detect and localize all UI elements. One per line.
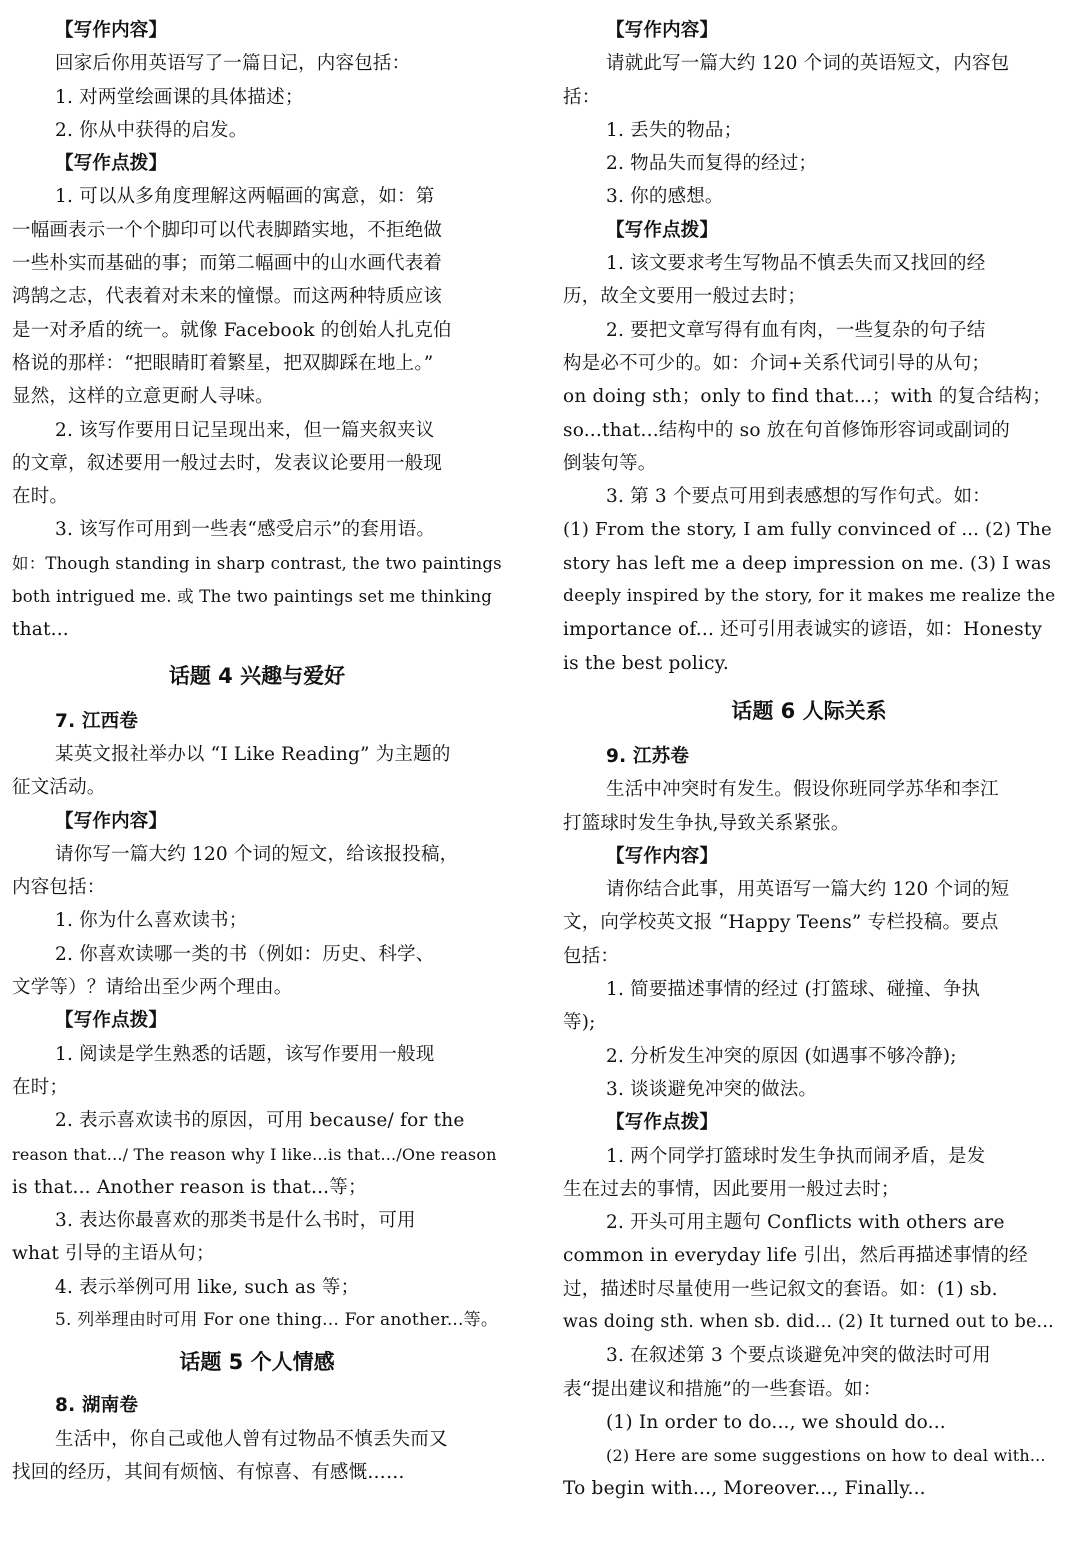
text-line: 请就此写一篇大约 120 个词的英语短文，内容包 xyxy=(606,53,1010,75)
text-line: 构是必不可少的。如：介词+关系代词引导的从句； xyxy=(563,352,991,374)
text-line: (1) In order to do..., we should do... xyxy=(606,1411,946,1433)
section-label: 【写作内容】 xyxy=(606,20,719,41)
text-line: 括： xyxy=(563,86,601,108)
text-line: 等); xyxy=(563,1012,596,1034)
topic-heading: 话题 4 兴趣与爱好 xyxy=(168,663,346,688)
text-line: 历，故全文要用一般过去时； xyxy=(563,286,807,308)
text-line: 在时； xyxy=(12,1076,69,1098)
text-line: 鸿鹄之志，代表着对未来的憧憬。而这两种特质应该 xyxy=(12,286,443,308)
text-line: 3. 表达你最喜欢的那类书是什么书时，可用 xyxy=(55,1210,416,1232)
section-label: 【写作点拨】 xyxy=(55,153,168,175)
text-line: on doing sth；only to find that...；with 的复合结构； xyxy=(563,386,1051,408)
text-line: 征文活动。 xyxy=(12,777,106,799)
text-line: was doing sth. when sb. did... (2) It turned out to be... xyxy=(563,1311,1054,1332)
section-label: 【写作内容】 xyxy=(606,845,719,867)
text-line: 4. 表示举例可用 like, such as 等； xyxy=(55,1276,360,1298)
text-line: 1. 简要描述事情的经过 (打篮球、碰撞、争执 xyxy=(606,979,981,1001)
text-line: 5. 列举理由时可用 For one thing... For another...等。 xyxy=(55,1309,499,1330)
text-line: both intrigued me. 或 The two paintings set me thinking xyxy=(12,587,492,607)
text-line: 找回的经历，其间有烦恼、有惊喜、有感慨…… xyxy=(12,1461,405,1483)
text-line: 2. 你从中获得的启发。 xyxy=(55,119,248,141)
text-line: 1. 阅读是学生熟悉的话题，该写作要用一般现 xyxy=(55,1043,435,1065)
text-line: 3. 第 3 个要点可用到表感想的写作句式。如： xyxy=(606,486,991,508)
text-line: so...that...结构中的 so 放在句首修饰形容词或副词的 xyxy=(563,419,1010,441)
section-label: 【写作点拨】 xyxy=(55,1010,168,1032)
text-line: 2. 分析发生冲突的原因 (如遇事不够冷静); xyxy=(606,1045,957,1067)
text-line: 3. 该写作可用到一些表“感受启示”的套用语。 xyxy=(55,519,436,541)
topic-heading: 话题 5 个人情感 xyxy=(179,1350,335,1375)
section-label: 【写作内容】 xyxy=(55,810,168,832)
text-line: 3. 谈谈避免冲突的做法。 xyxy=(606,1078,818,1100)
text-line: 1. 可以从多角度理解这两幅画的寓意，如：第 xyxy=(55,186,435,208)
text-line: story has left me a deep impression on me. (3) I was xyxy=(563,552,1052,574)
text-line: 生活中，你自己或他人曾有过物品不慎丢失而又 xyxy=(55,1428,448,1450)
section-label: 【写作内容】 xyxy=(55,20,168,41)
text-line: is the best policy. xyxy=(563,652,729,674)
text-line: 是一对矛盾的统一。就像 Facebook 的创始人扎克伯 xyxy=(12,319,452,341)
text-line: 1. 该文要求考生写物品不慎丢失而又找回的经 xyxy=(606,253,986,275)
text-line: 请你结合此事，用英语写一篇大约 120 个词的短 xyxy=(606,879,1010,901)
text-line: 过，描述时尽量使用一些记叙文的套语。如：(1) sb. xyxy=(563,1278,998,1300)
text-line: 文学等）？请给出至少两个理由。 xyxy=(12,977,293,999)
text-line: 内容包括： xyxy=(12,877,106,899)
text-line: 倒装句等。 xyxy=(563,452,657,474)
text-line: 表“提出建议和措施”的一些套语。如： xyxy=(563,1378,882,1400)
text-line: 如：Though standing in sharp contrast, the two paintings xyxy=(12,553,502,573)
text-line: 显然，这样的立意更耐人寻味。 xyxy=(12,386,274,408)
text-line: 生活中冲突时有发生。假设你班同学苏华和李江 xyxy=(606,779,999,801)
text-line: 2. 物品失而复得的经过； xyxy=(606,153,818,175)
right-column xyxy=(563,14,1055,1506)
text-line: 的文章，叙述要用一般过去时，发表议论要用一般现 xyxy=(12,452,443,474)
text-line: 打篮球时发生争执,导致关系紧张。 xyxy=(563,812,850,834)
text-line: 2. 开头可用主题句 Conflicts with others are xyxy=(606,1212,1005,1234)
text-line: 1. 对两堂绘画课的具体描述； xyxy=(55,86,304,108)
section-label: 【写作点拨】 xyxy=(606,219,719,241)
text-line: 文，向学校英文报 “Happy Teens” 专栏投稿。要点 xyxy=(563,912,999,934)
text-line: 2. 表示喜欢读书的原因，可用 because/ for the xyxy=(55,1110,465,1132)
text-line: 回家后你用英语写了一篇日记，内容包括： xyxy=(55,53,411,75)
text-line: (2) Here are some suggestions on how to deal with... xyxy=(606,1446,1046,1466)
left-column xyxy=(12,14,502,1489)
text-line: 3. 在叙述第 3 个要点谈避免冲突的做法时可用 xyxy=(606,1345,991,1367)
text-line: 一幅画表示一个个脚印可以代表脚踏实地，不拒绝做 xyxy=(12,219,443,241)
text-line: deeply inspired by the story, for it makes me realize the xyxy=(563,586,1056,607)
text-line: common in everyday life 引出，然后再描述事情的经 xyxy=(563,1245,1028,1267)
text-line: 1. 两个同学打篮球时发生争执而闹矛盾，是发 xyxy=(606,1145,986,1167)
text-line: 2. 要把文章写得有血有肉，一些复杂的句子结 xyxy=(606,319,986,341)
text-line: what 引导的主语从句； xyxy=(12,1243,215,1265)
question-title: 9. 江苏卷 xyxy=(606,745,690,767)
text-line: importance of... 还可引用表诚实的谚语，如：Honesty xyxy=(563,619,1043,641)
question-title: 7. 江西卷 xyxy=(55,710,139,732)
text-line: 在时。 xyxy=(12,486,69,508)
text-line: 一些朴实而基础的事；而第二幅画中的山水画代表着 xyxy=(12,253,443,275)
text-line: 包括： xyxy=(563,945,620,967)
text-line: 1. 丢失的物品； xyxy=(606,119,743,141)
text-line: To begin with..., Moreover..., Finally... xyxy=(563,1478,926,1500)
text-line: 格说的那样：“把眼睛盯着繁星，把双脚踩在地上。” xyxy=(12,352,434,374)
text-line: 3. 你的感想。 xyxy=(606,186,724,208)
text-line: 2. 该写作要用日记呈现出来，但一篇夹叙夹议 xyxy=(55,419,435,441)
text-line: 2. 你喜欢读哪一类的书（例如：历史、科学、 xyxy=(55,943,435,965)
text-line: 1. 你为什么喜欢读书； xyxy=(55,910,248,932)
text-line: is that... Another reason is that...等； xyxy=(12,1176,367,1198)
text-line: reason that.../ The reason why I like...is that.../One reason xyxy=(12,1144,497,1164)
question-title: 8. 湖南卷 xyxy=(55,1395,139,1417)
topic-heading: 话题 6 人际关系 xyxy=(731,698,887,723)
text-line: 某英文报社举办以 “I Like Reading” 为主题的 xyxy=(55,743,451,765)
text-line: that... xyxy=(12,619,69,641)
text-line: 生在过去的事情，因此要用一般过去时； xyxy=(563,1178,900,1200)
text-line: (1) From the story, I am fully convinced of ... (2) The xyxy=(563,519,1052,541)
text-line: 请你写一篇大约 120 个词的短文，给该报投稿， xyxy=(55,843,459,865)
section-label: 【写作点拨】 xyxy=(606,1112,719,1134)
